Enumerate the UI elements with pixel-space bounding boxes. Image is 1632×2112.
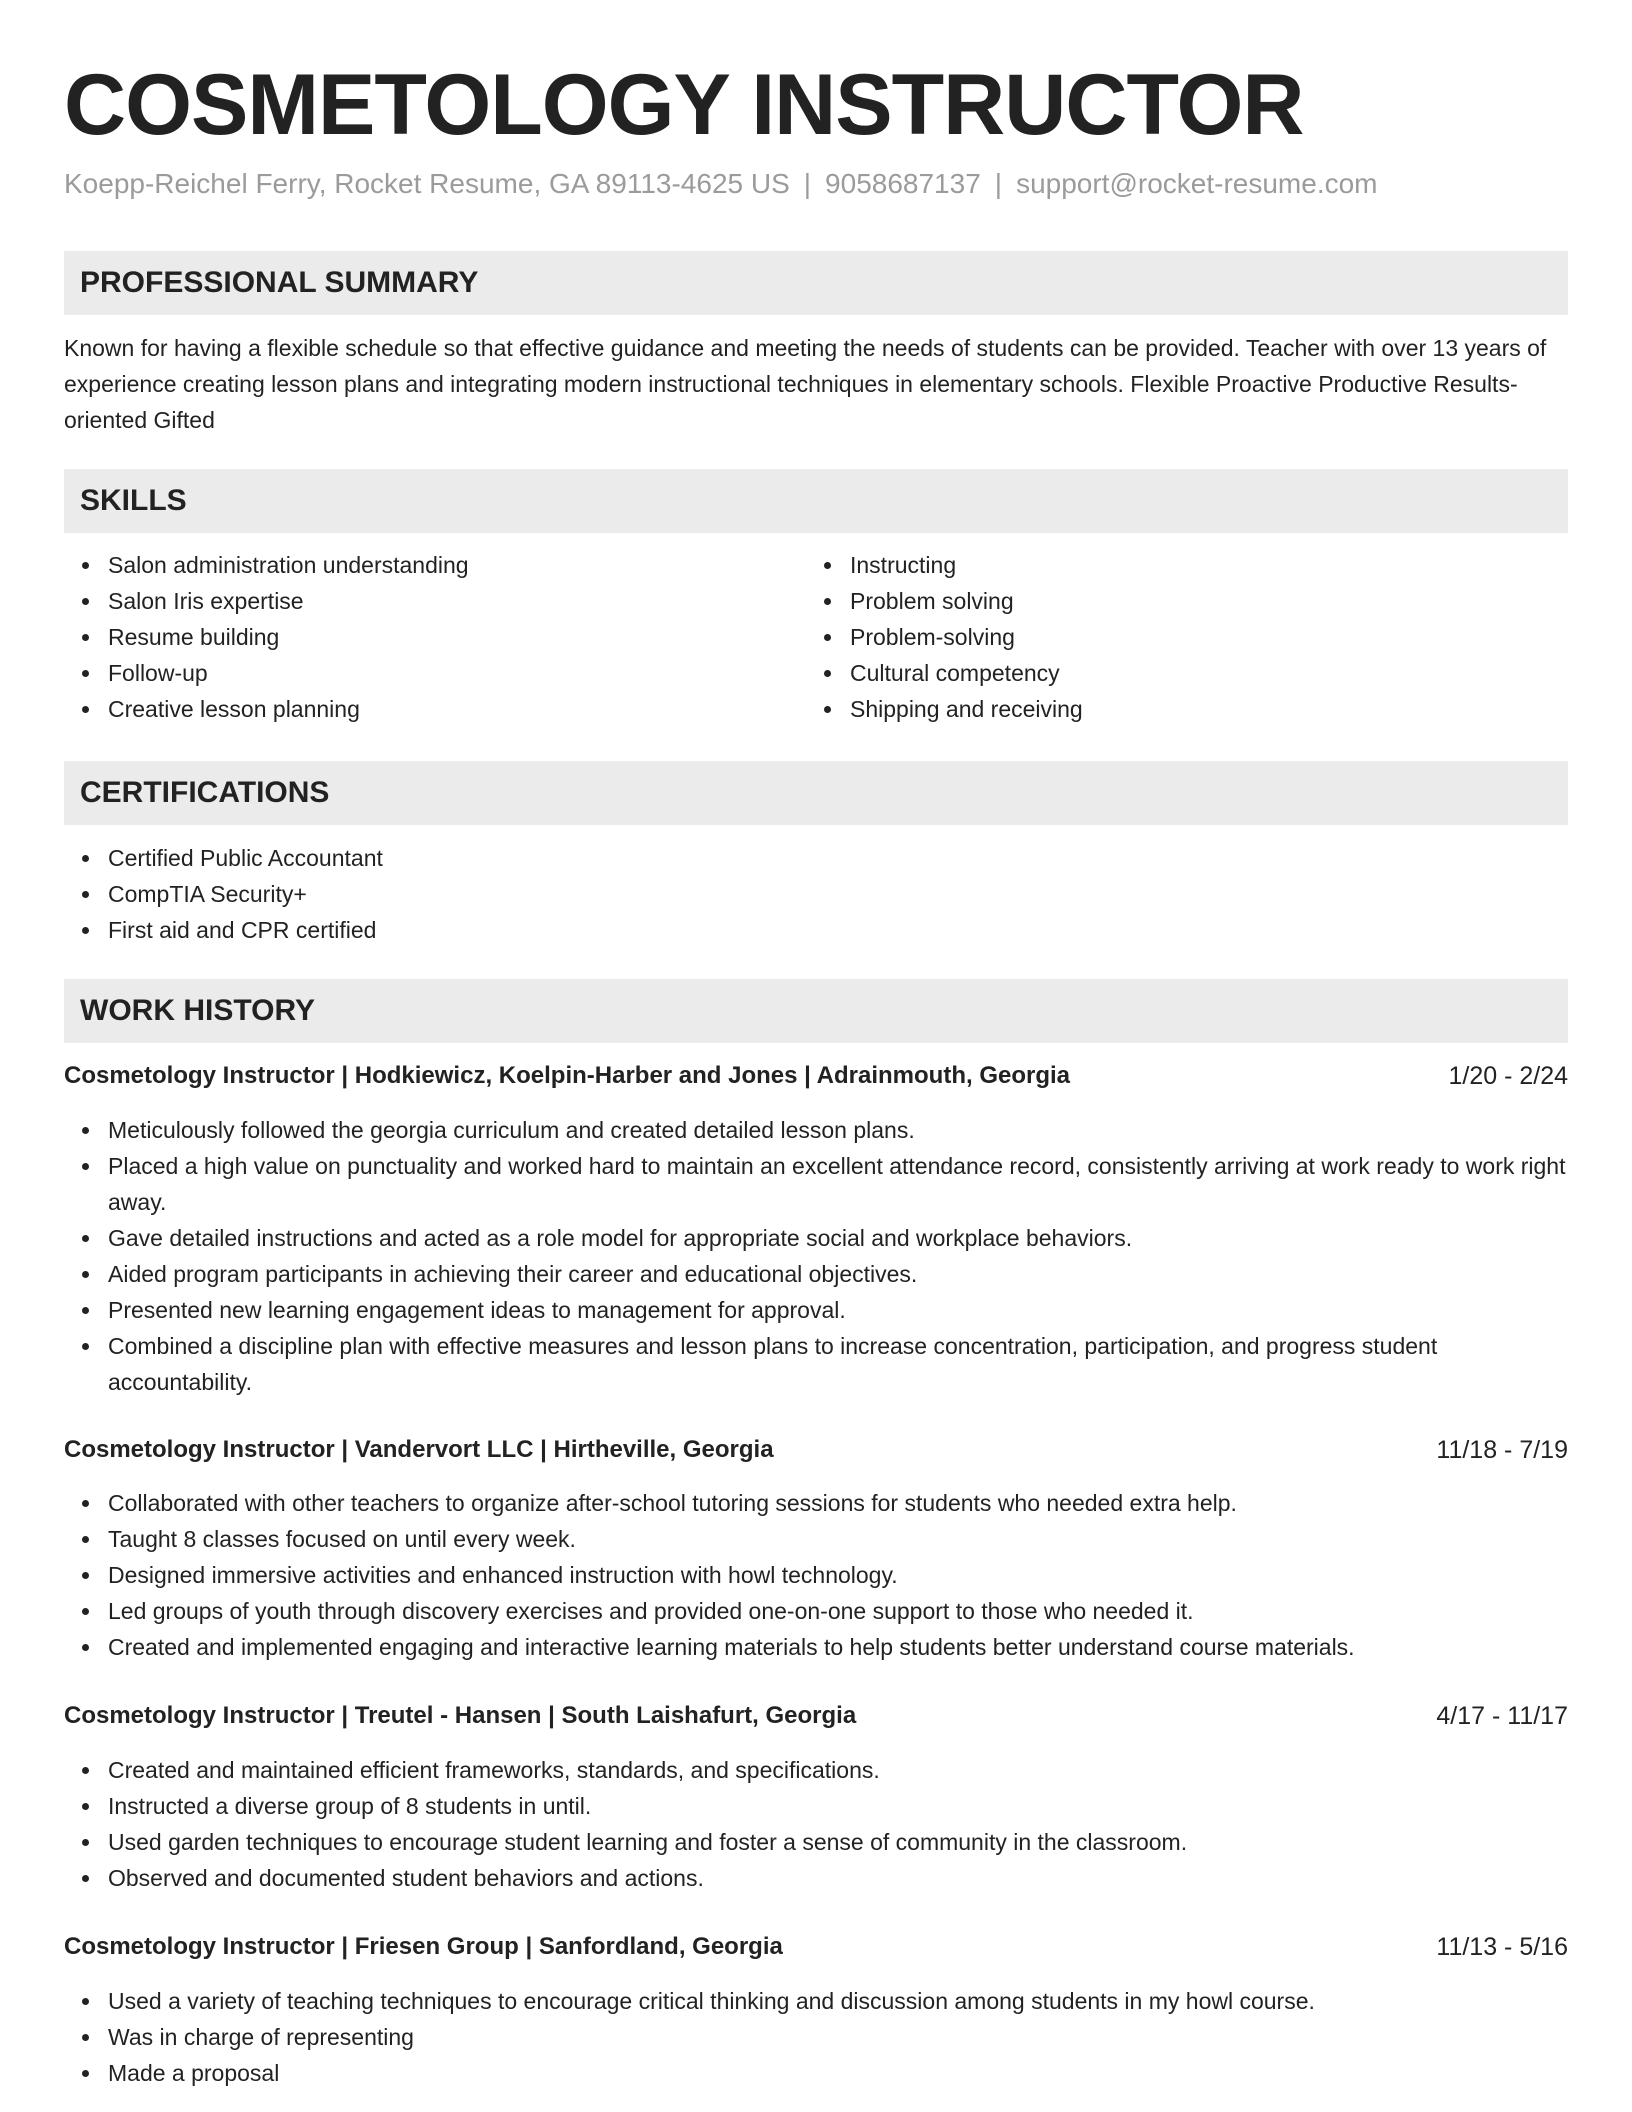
section-heading-certifications: CERTIFICATIONS [64,761,1568,825]
contact-phone: 9058687137 [825,168,981,199]
list-item: Problem solving [806,583,1566,619]
list-item: Meticulously followed the georgia curriculum and created detailed lesson plans. [64,1112,1568,1148]
list-item: Collaborated with other teachers to organize after-school tutoring sessions for students who needed extra help. [64,1485,1568,1521]
job-dates: 11/18 - 7/19 [1436,1436,1568,1464]
job-dates: 1/20 - 2/24 [1448,1062,1568,1090]
job-bullets [64,1112,1568,1400]
contact-address: Koepp-Reichel Ferry, Rocket Resume, GA 89113-4625 US [64,168,790,199]
job-title: Cosmetology Instructor | Treutel - Hansen | South Laishafurt, Georgia [64,1702,857,1729]
list-item: Designed immersive activities and enhanced instruction with howl technology. [64,1557,1568,1593]
job-title: Cosmetology Instructor | Hodkiewicz, Koelpin-Harber and Jones | Adrainmouth, Georgia [64,1062,1071,1089]
list-item: Gave detailed instructions and acted as a role model for appropriate social and workplace behaviors. [64,1220,1568,1256]
job-bullets [64,1983,1568,2091]
contact-email: support@rocket-resume.com [1016,168,1378,199]
list-item: Salon administration understanding [64,547,764,583]
list-item: Cultural competency [806,655,1566,691]
list-item: CompTIA Security+ [64,876,1568,912]
list-item: Created and implemented engaging and interactive learning materials to help students better understand course materials. [64,1629,1568,1665]
job-bullets [64,1485,1568,1665]
job-title: Cosmetology Instructor | Vandervort LLC | Hirtheville, Georgia [64,1436,774,1463]
skills-list-right [806,547,1566,727]
section-heading-skills: SKILLS [64,469,1568,533]
list-item: Aided program participants in achieving their career and educational objectives. [64,1256,1568,1292]
certifications-list [64,840,1568,948]
list-item: Instructing [806,547,1566,583]
list-item: First aid and CPR certified [64,912,1568,948]
job-bullets [64,1752,1568,1896]
resume-title: COSMETOLOGY INSTRUCTOR [64,57,1304,153]
job-dates: 4/17 - 11/17 [1436,1702,1568,1730]
list-item: Observed and documented student behaviors and actions. [64,1860,1568,1896]
skills-list-left [64,547,764,727]
list-item: Taught 8 classes focused on until every week. [64,1521,1568,1557]
list-item: Problem-solving [806,619,1566,655]
contact-separator: | [994,168,1003,199]
list-item: Certified Public Accountant [64,840,1568,876]
list-item: Resume building [64,619,764,655]
list-item: Follow-up [64,655,764,691]
job-title: Cosmetology Instructor | Friesen Group | Sanfordland, Georgia [64,1933,783,1960]
summary-text: Known for having a flexible schedule so that effective guidance and meeting the needs of students can be provided. Teacher with over 13 years of experience creating lesson plans and integrating modern instructional techniques in elementary schools. Flexible Proactive Productive Results-oriented Gifted [64,335,1547,433]
list-item: Placed a high value on punctuality and worked hard to maintain an excellent attendance record, consistently arriving at work ready to work right away. [64,1148,1568,1220]
list-item: Shipping and receiving [806,691,1566,727]
list-item: Used garden techniques to encourage student learning and foster a sense of community in the classroom. [64,1824,1568,1860]
list-item: Presented new learning engagement ideas to management for approval. [64,1292,1568,1328]
list-item: Created and maintained efficient frameworks, standards, and specifications. [64,1752,1568,1788]
section-heading-work-history: WORK HISTORY [64,979,1568,1043]
list-item: Was in charge of representing [64,2019,1568,2055]
list-item: Combined a discipline plan with effective measures and lesson plans to increase concentration, participation, and progress student accountability. [64,1328,1568,1400]
list-item: Salon Iris expertise [64,583,764,619]
list-item: Creative lesson planning [64,691,764,727]
contact-separator: | [803,168,812,199]
list-item: Used a variety of teaching techniques to encourage critical thinking and discussion among students in my howl course. [64,1983,1568,2019]
section-heading-summary: PROFESSIONAL SUMMARY [64,251,1568,315]
list-item: Led groups of youth through discovery exercises and provided one-on-one support to those who needed it. [64,1593,1568,1629]
list-item: Made a proposal [64,2055,1568,2091]
contact-line [64,166,1378,202]
job-dates: 11/13 - 5/16 [1436,1933,1568,1961]
list-item: Instructed a diverse group of 8 students in until. [64,1788,1568,1824]
